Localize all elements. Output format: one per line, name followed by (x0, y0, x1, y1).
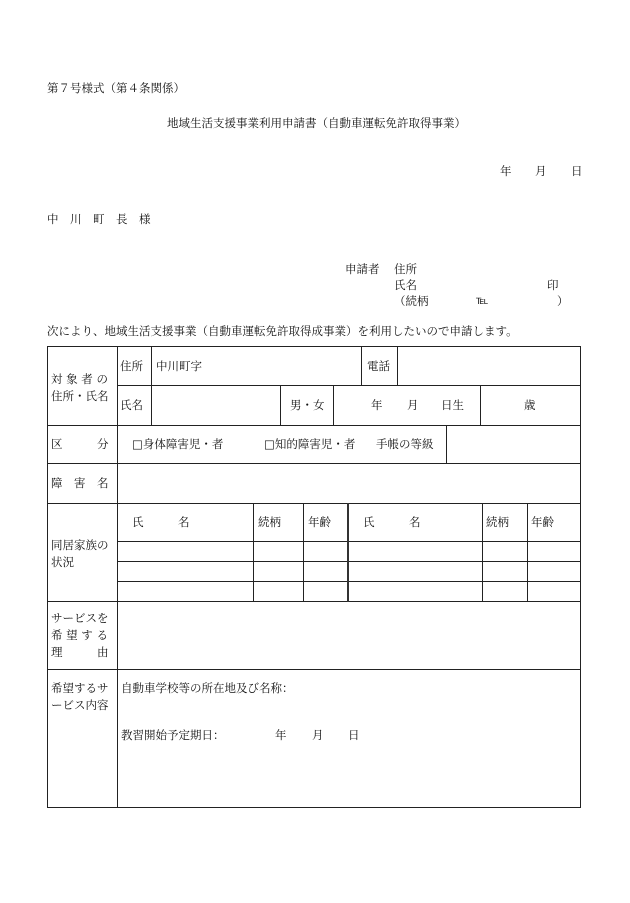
date-day: 日 (571, 164, 583, 178)
reason-label-line2: 希 望 す る (51, 628, 108, 642)
applicant-relation-close: ） (557, 294, 569, 308)
family-header-age: 年齢 (531, 515, 554, 529)
subject-label-line2: 住所・氏名 (51, 389, 109, 403)
form-number: 第７号様式（第４条関係） (47, 81, 185, 95)
reason-label-line1: サービスを (51, 611, 109, 625)
category-label: 区 分 (51, 437, 109, 451)
name-field[interactable] (152, 386, 279, 424)
seal-mark: 印 (547, 278, 559, 292)
family-header-name: 氏 名 (363, 515, 421, 529)
start-day: 日 (348, 728, 360, 742)
birth-month: 月 (407, 398, 419, 412)
applicant-relation-open: （続柄 (394, 294, 429, 308)
school-label: 自動車学校等の所在地及び名称： (121, 681, 294, 695)
address-value: 中川町字 (156, 359, 202, 373)
applicant-name-label: 氏名 (394, 278, 417, 292)
start-year: 年 (275, 728, 287, 742)
applicant-tel-label: ℡ (476, 293, 489, 307)
addressee: 中 川 町 長 様 (47, 212, 151, 226)
intro-text: 次により、地域生活支援事業（自動車運転免許取得成事業）を利用したいので申請します。 (47, 324, 518, 338)
age-label: 歳 (524, 398, 536, 412)
handbook-grade-label: 手帳の等級 (376, 437, 434, 451)
birth-year: 年 (371, 398, 383, 412)
family-label-line2: 状況 (51, 555, 74, 569)
family-header-relation: 続柄 (258, 515, 281, 529)
phone-field[interactable] (398, 347, 579, 384)
gender-option[interactable]: 男・女 (290, 398, 325, 412)
start-date-label: 教習開始予定期日： (121, 728, 225, 742)
category-physical-checkbox[interactable]: □身体障害児・者 (132, 437, 224, 451)
disability-label: 障 害 名 (51, 476, 109, 490)
applicant-address-label: 住所 (394, 262, 417, 276)
applicant-label: 申請者 (345, 262, 380, 276)
reason-label-line3: 理 由 (51, 645, 109, 659)
birth-day: 日生 (441, 398, 464, 412)
start-month: 月 (312, 728, 324, 742)
date-month: 月 (535, 164, 547, 178)
subject-label-line1: 対 象 者 の (51, 372, 108, 386)
category-intellectual-checkbox[interactable]: □知的障害児・者 (264, 437, 356, 451)
name-label: 氏名 (120, 398, 143, 412)
family-header-name: 氏 名 (132, 515, 190, 529)
family-header-age: 年齢 (308, 515, 331, 529)
family-header-relation: 続柄 (486, 515, 509, 529)
date-year: 年 (500, 164, 512, 178)
phone-label: 電話 (367, 359, 390, 373)
service-label-line2: ービス内容 (51, 698, 109, 712)
service-label-line1: 希望するサ (51, 681, 109, 695)
reason-field[interactable] (118, 602, 580, 668)
page-title: 地域生活支援事業利用申請書（自動車運転免許取得事業） (167, 116, 466, 130)
address-label: 住所 (120, 359, 143, 373)
family-label-line1: 同居家族の (51, 538, 109, 552)
